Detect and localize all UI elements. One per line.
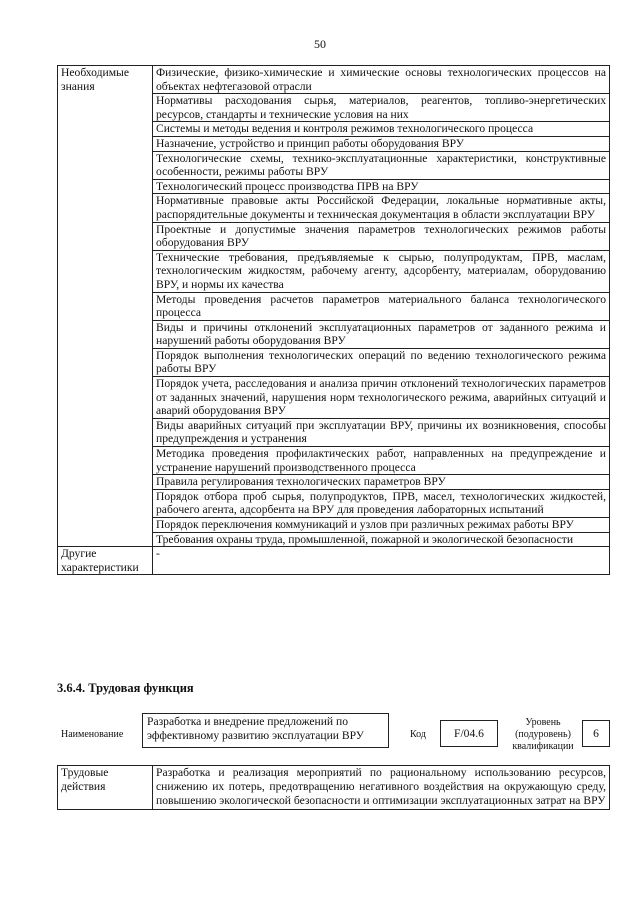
knowledge-row: [58, 66, 610, 94]
knowledge-item: Требования охраны труда, промышленной, пожарной и экологической безопасности: [153, 532, 610, 547]
actions-table: [57, 765, 610, 810]
knowledge-item: Технические требования, предъявляемые к сырью, полупродуктам, ПРВ, маслам, технологическим жидкостям, рабочему агенту, адсорбенту, материалам, оборудованию ВРУ, и нормы их качества: [153, 250, 610, 292]
knowledge-item: Правила регулирования технологических параметров ВРУ: [153, 475, 610, 490]
knowledge-item: Системы и методы ведения и контроля режимов технологического процесса: [153, 122, 610, 137]
code-label: Код: [410, 729, 426, 740]
function-level-box: 6: [582, 720, 610, 747]
knowledge-item: Порядок отбора проб сырья, полупродуктов, ПРВ, масел, технологических жидкостей, рабочего агента, адсорбента на ВРУ для проведения лабораторных испытаний: [153, 489, 610, 517]
knowledge-item: Нормативы расходования сырья, материалов, реагентов, топливо-энергетических ресурсов, стандарты и технические условия на них: [153, 94, 610, 122]
knowledge-item: Технологические схемы, технико-эксплуатационные характеристики, конструктивные особенности, режимы работы ВРУ: [153, 151, 610, 179]
knowledge-table: [57, 65, 610, 575]
knowledge-item: Физические, физико-химические и химические основы технологических процессов на объектах нефтегазовой отрасли: [153, 66, 610, 94]
page-number: 50: [314, 37, 326, 51]
section-title: 3.6.4. Трудовая функция: [57, 681, 194, 695]
actions-label: Трудовые действия: [58, 766, 153, 810]
level-label: Уровень (подуровень) квалификации: [512, 717, 574, 752]
other-row: [58, 547, 610, 575]
knowledge-item: Порядок выполнения технологических операций по ведению технологического режима работы ВРУ: [153, 348, 610, 376]
knowledge-item: Виды аварийных ситуаций при эксплуатации ВРУ, причины их возникновения, способы предупреждения и устранения: [153, 418, 610, 446]
knowledge-item: Методика проведения профилактических работ, направленных на предупреждение и устранение нарушений производственного процесса: [153, 447, 610, 475]
other-label: Другие характеристики: [58, 547, 153, 575]
knowledge-item: Нормативные правовые акты Российской Федерации, локальные нормативные акты, распорядительные документы и техническая документация в области эксплуатации ВРУ: [153, 194, 610, 222]
actions-row: [58, 766, 610, 810]
function-code-box: F/04.6: [440, 720, 498, 747]
knowledge-item: Виды и причины отклонений эксплуатационных параметров от заданного режима и нарушений работы оборудования ВРУ: [153, 320, 610, 348]
actions-value: Разработка и реализация мероприятий по рациональному использованию ресурсов, снижению их потерь, предотвращению негативного воздействия на окружающую среду, повышению экологической безопасности и оптимизации эксплуатационных затрат на ВРУ: [153, 766, 610, 810]
knowledge-label: Необходимые знания: [58, 66, 153, 547]
knowledge-item: Порядок учета, расследования и анализа причин отклонений технологических параметров от заданных значений, нарушения норм технологического режима, аварийных ситуаций и аварий оборудования ВРУ: [153, 377, 610, 419]
other-value: -: [153, 547, 610, 575]
function-name-box: Разработка и внедрение предложений по эффективному развитию эксплуатации ВРУ: [142, 713, 389, 748]
knowledge-item: Назначение, устройство и принцип работы оборудования ВРУ: [153, 136, 610, 151]
knowledge-item: Проектные и допустимые значения параметров технологических режимов работы оборудования ВРУ: [153, 222, 610, 250]
knowledge-item: Порядок переключения коммуникаций и узлов при различных режимах работы ВРУ: [153, 518, 610, 533]
knowledge-item: Методы проведения расчетов параметров материального баланса технологического процесса: [153, 292, 610, 320]
name-label: Наименование: [61, 729, 124, 740]
knowledge-item: Технологический процесс производства ПРВ на ВРУ: [153, 179, 610, 194]
